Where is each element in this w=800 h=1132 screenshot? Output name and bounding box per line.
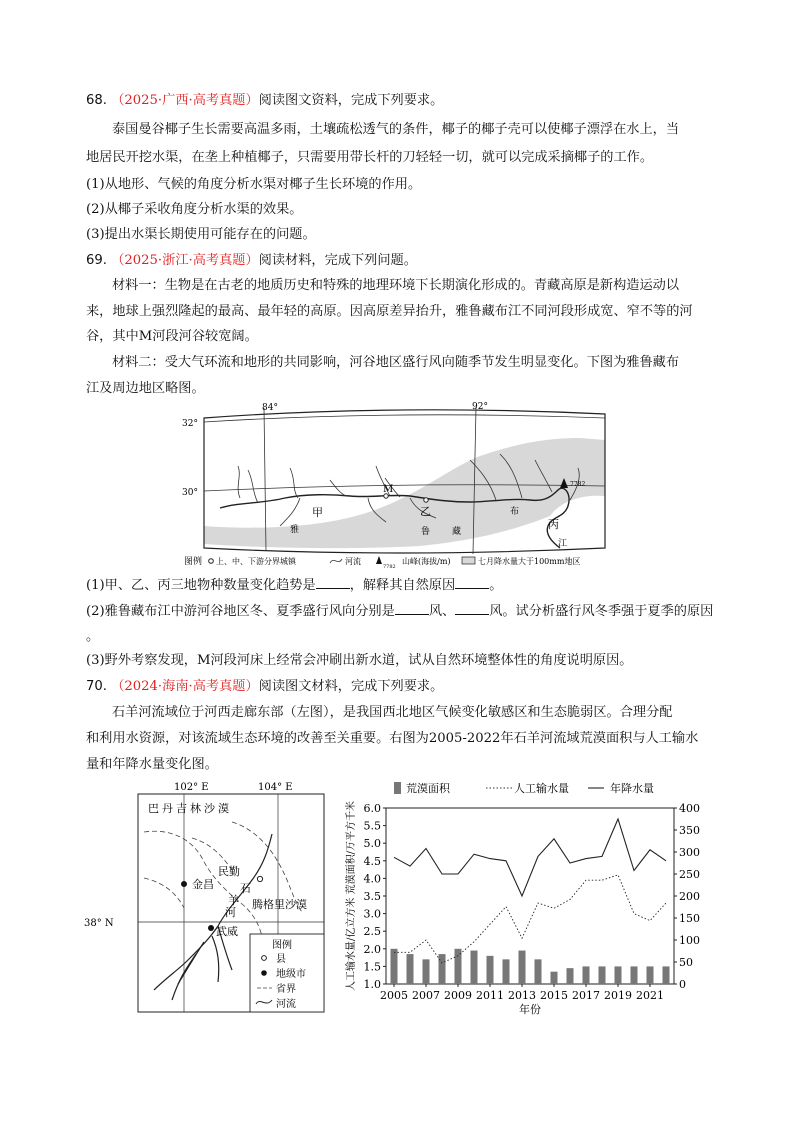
legend-rain-swatch [462,557,475,564]
q68-number: 68. [86,93,107,108]
legend-item-peak: 山峰(海拔/m) [402,557,451,566]
valley-char-5: 江 [558,539,568,549]
x-tick-label: 2009 [444,989,472,1002]
yarlung-tsangpo-map [180,398,620,570]
lon-label-92: 92° [472,402,488,412]
q68-item-2: (2)从椰子采收角度分析水渠的效果。 [86,202,303,217]
map-legend [184,555,580,570]
division-town-2 [424,498,428,502]
valley-char-3: 藏 [452,527,462,537]
desert-water-chart [340,776,720,1014]
right-tick-label: 200 [679,890,700,903]
county-minqin [257,876,262,881]
legend-item-town: 上、中、下游分界城镇 [216,557,296,566]
shiyang-river-map [84,778,332,1016]
legend-label-transfer: 人工输水量 [514,782,569,795]
left-tick-label: 5.0 [363,837,381,851]
city-label-jinchang: 金昌 [192,878,214,891]
desert-area-bar [647,966,654,984]
right-tick-label: 150 [679,912,700,925]
place-jia: 甲 [312,506,323,519]
x-tick-label: 2017 [572,989,600,1002]
desert-area-bar [615,966,622,984]
desert-tengger: 腾格里沙漠 [252,898,307,911]
x-tick-label: 2015 [540,989,568,1002]
q68-para1: 泰国曼谷椰子生长需要高温多雨，土壤疏松透气的条件，椰子的椰子壳可以使椰子漂浮在水上，当 [112,122,680,137]
q70-para3: 量和年降水量变化图。 [86,757,218,772]
city-wuwei [208,925,214,931]
legend-item-rain: 七月降水量大于100mm地区 [478,557,581,566]
city-label-wuwei: 武威 [216,925,238,938]
place-M: M [383,484,394,495]
q69-q1-text-c: 。 [489,578,503,593]
q68-para2: 地居民开挖水渠，在垄上种植椰子，只需要用带长杆的刀轻轻一切，就可以完成采摘椰子的工作。 [86,150,654,165]
left-tick-label: 3.5 [363,890,381,903]
lon-label-102: 102° E [174,782,209,793]
q69-question2-end: 。 [86,629,100,644]
desert-area-bar [519,951,526,984]
q69-question1 [86,576,726,595]
desert-area-bar [599,966,606,984]
desert-area-bar [503,959,510,984]
lon-label-84: 84° [262,403,278,413]
left-tick-label: 6.0 [363,802,381,815]
legend-title: 图例 [184,557,203,567]
right-tick-label: 350 [679,824,700,837]
plot-frame [386,808,674,984]
lat-label-32: 32° [182,419,198,429]
desert-area-bar [391,949,398,984]
q69-material2-line1: 材料二：受大气环流和地形的共同影响，河谷地区盛行风向随季节发生明显变化。下图为雅鲁藏布 [112,355,680,370]
precipitation-line [394,819,666,896]
left-tick-label: 1.5 [363,960,381,974]
q69-q1-blank-1[interactable] [316,576,350,589]
lon-label-104: 104° E [258,782,293,793]
y-axis-label-left: 人工输水量/亿立方米 荒漠面积/万平方千米 [346,801,357,991]
right-tick-label: 100 [679,934,700,947]
lat-label-38: 38° N [84,918,114,929]
desert-badain-jaran: 巴丹吉林沙漠 [148,802,232,815]
q68-item-3: (3)提出水渠长期使用可能存在的问题。 [86,227,316,242]
river-char-1: 石 [240,882,251,895]
legend-town-icon [209,559,214,564]
city-label-minqin: 民勤 [218,865,240,878]
desert-area-bar [423,959,430,984]
left-tick-label: 3.0 [363,907,381,921]
chart-legend [394,781,654,795]
left-tick-label: 5.5 [363,819,381,833]
desert-area-bar [583,966,590,984]
q70-instruction: 阅读图文材料，完成下列要求。 [258,679,444,694]
legend-label-precip: 年降水量 [610,782,654,795]
map2-legend-city: 地级市 [276,969,306,980]
left-tick-label: 1.0 [363,978,381,991]
x-axis-label: 年份 [519,1003,541,1016]
q69-material2-line2: 江及周边地区略图。 [86,381,205,396]
river-char-2: 羊 [228,894,239,907]
legend-item-river: 河流 [345,557,361,566]
legend-peak-sample: 7782 [383,564,396,570]
q69-question2 [86,602,726,621]
legend-river-icon [330,559,342,563]
desert-area-bar [471,951,478,984]
q69-q1-text-a: (1)甲、乙、丙三地物种数量变化趋势是 [86,578,316,593]
right-tick-label: 250 [679,868,700,881]
desert-area-bar [439,954,446,984]
valley-char-2: 鲁 [421,527,431,537]
map2-legend-border: 省界 [276,984,296,995]
x-tick-label: 2007 [412,989,440,1002]
rainfall-area [204,438,605,548]
x-tick-label: 2005 [380,989,408,1002]
q68-header [86,92,726,110]
q70-header [86,678,726,696]
chart-lines [394,819,666,963]
q70-source: （2024·海南·高考真题） [111,679,259,694]
q70-number: 70. [86,679,107,694]
desert-area-bar [535,959,542,984]
desert-area-bar [567,968,574,984]
q69-q2-text-b: 风、 [428,604,456,619]
q70-para2: 和利用水资源，对该流域生态环境的改善至关重要。右图为2005-2022年石羊河流域荒漠面积与人工输水 [86,731,699,746]
desert-area-bar [487,956,494,984]
place-bing: 丙 [548,518,559,531]
q69-question3: (3)野外考察发现，M河段河床上经常会冲刷出新水道，试从自然环境整体性的角度说明原因。 [86,653,633,668]
legend-city-icon [261,970,267,976]
map2-legend-river: 河流 [276,999,296,1010]
q69-q1-blank-2[interactable] [455,576,489,589]
river-char-3: 河 [225,906,236,919]
valley-char-4: 布 [510,507,520,517]
x-tick-label: 2019 [604,989,632,1002]
valley-char-1: 雅 [290,525,300,535]
legend-peak-icon [376,556,382,564]
desert-area-bar [663,966,670,984]
map2-legend-title: 图例 [272,940,292,951]
water-transfer-line [394,875,666,963]
left-tick-label: 2.5 [363,925,381,939]
desert-area-bar [551,972,558,984]
left-tick-label: 4.0 [363,872,381,886]
x-tick-label: 2021 [636,989,664,1002]
q70-para1: 石羊河流域位于河西走廊东部（左图），是我国西北地区气候变化敏感区和生态脆弱区。合理分配 [112,705,673,720]
q69-material1-line2: 来，地球上强烈隆起的最高、最年轻的高原。因高原差异抬升，雅鲁藏布江不同河段形成宽、窄不等的河 [86,304,693,319]
q69-number: 69. [86,253,107,268]
q69-material1-line1: 材料一：生物是在古老的地质历史和特殊的地理环境下长期演化形成的。青藏高原是新构造运动以 [112,278,680,293]
x-tick-label: 2011 [476,989,504,1002]
q69-q2-text-a: (2)雅鲁藏布江中游河谷地区冬、夏季盛行风向分别是 [86,604,395,619]
left-tick-label: 4.5 [363,854,381,868]
desert-area-bars [391,949,670,984]
q69-header [86,252,726,270]
q69-q1-text-b: ，解释其自然原因 [349,578,456,593]
peak-value: 7782 [570,481,586,488]
legend-county-icon [262,956,267,961]
desert-area-bar [407,954,414,984]
right-tick-label: 50 [679,956,693,969]
q68-item-1: (1)从地形、气候的角度分析水渠对椰子生长环境的作用。 [86,177,422,192]
legend-label-desert: 荒漠面积 [406,782,450,795]
right-tick-label: 400 [679,802,700,815]
map2-legend-county: 县 [276,954,286,965]
q69-material1-line3: 谷，其中M河段河谷较宽阔。 [86,329,258,344]
desert-area-bar [631,966,638,984]
place-yi: 乙 [420,505,431,518]
left-tick-label: 2.0 [363,942,381,956]
right-tick-label: 300 [679,846,700,859]
q69-instruction: 阅读材料，完成下列问题。 [258,253,417,268]
right-tick-label: 0 [679,978,686,991]
lat-label-30: 30° [182,488,198,498]
q68-instruction: 阅读图文资料，完成下列要求。 [258,93,444,108]
q69-q2-blank-2[interactable] [455,602,489,615]
q68-source: （2025·广西·高考真题） [111,93,259,108]
x-tick-label: 2013 [508,989,536,1002]
legend-swatch-desert [394,782,401,794]
q69-q2-text-c: 风。试分析盛行风冬季强于夏季的原因 [489,604,714,619]
q69-source: （2025·浙江·高考真题） [111,253,259,268]
q69-q2-blank-1[interactable] [395,602,429,615]
city-jinchang [181,881,187,887]
